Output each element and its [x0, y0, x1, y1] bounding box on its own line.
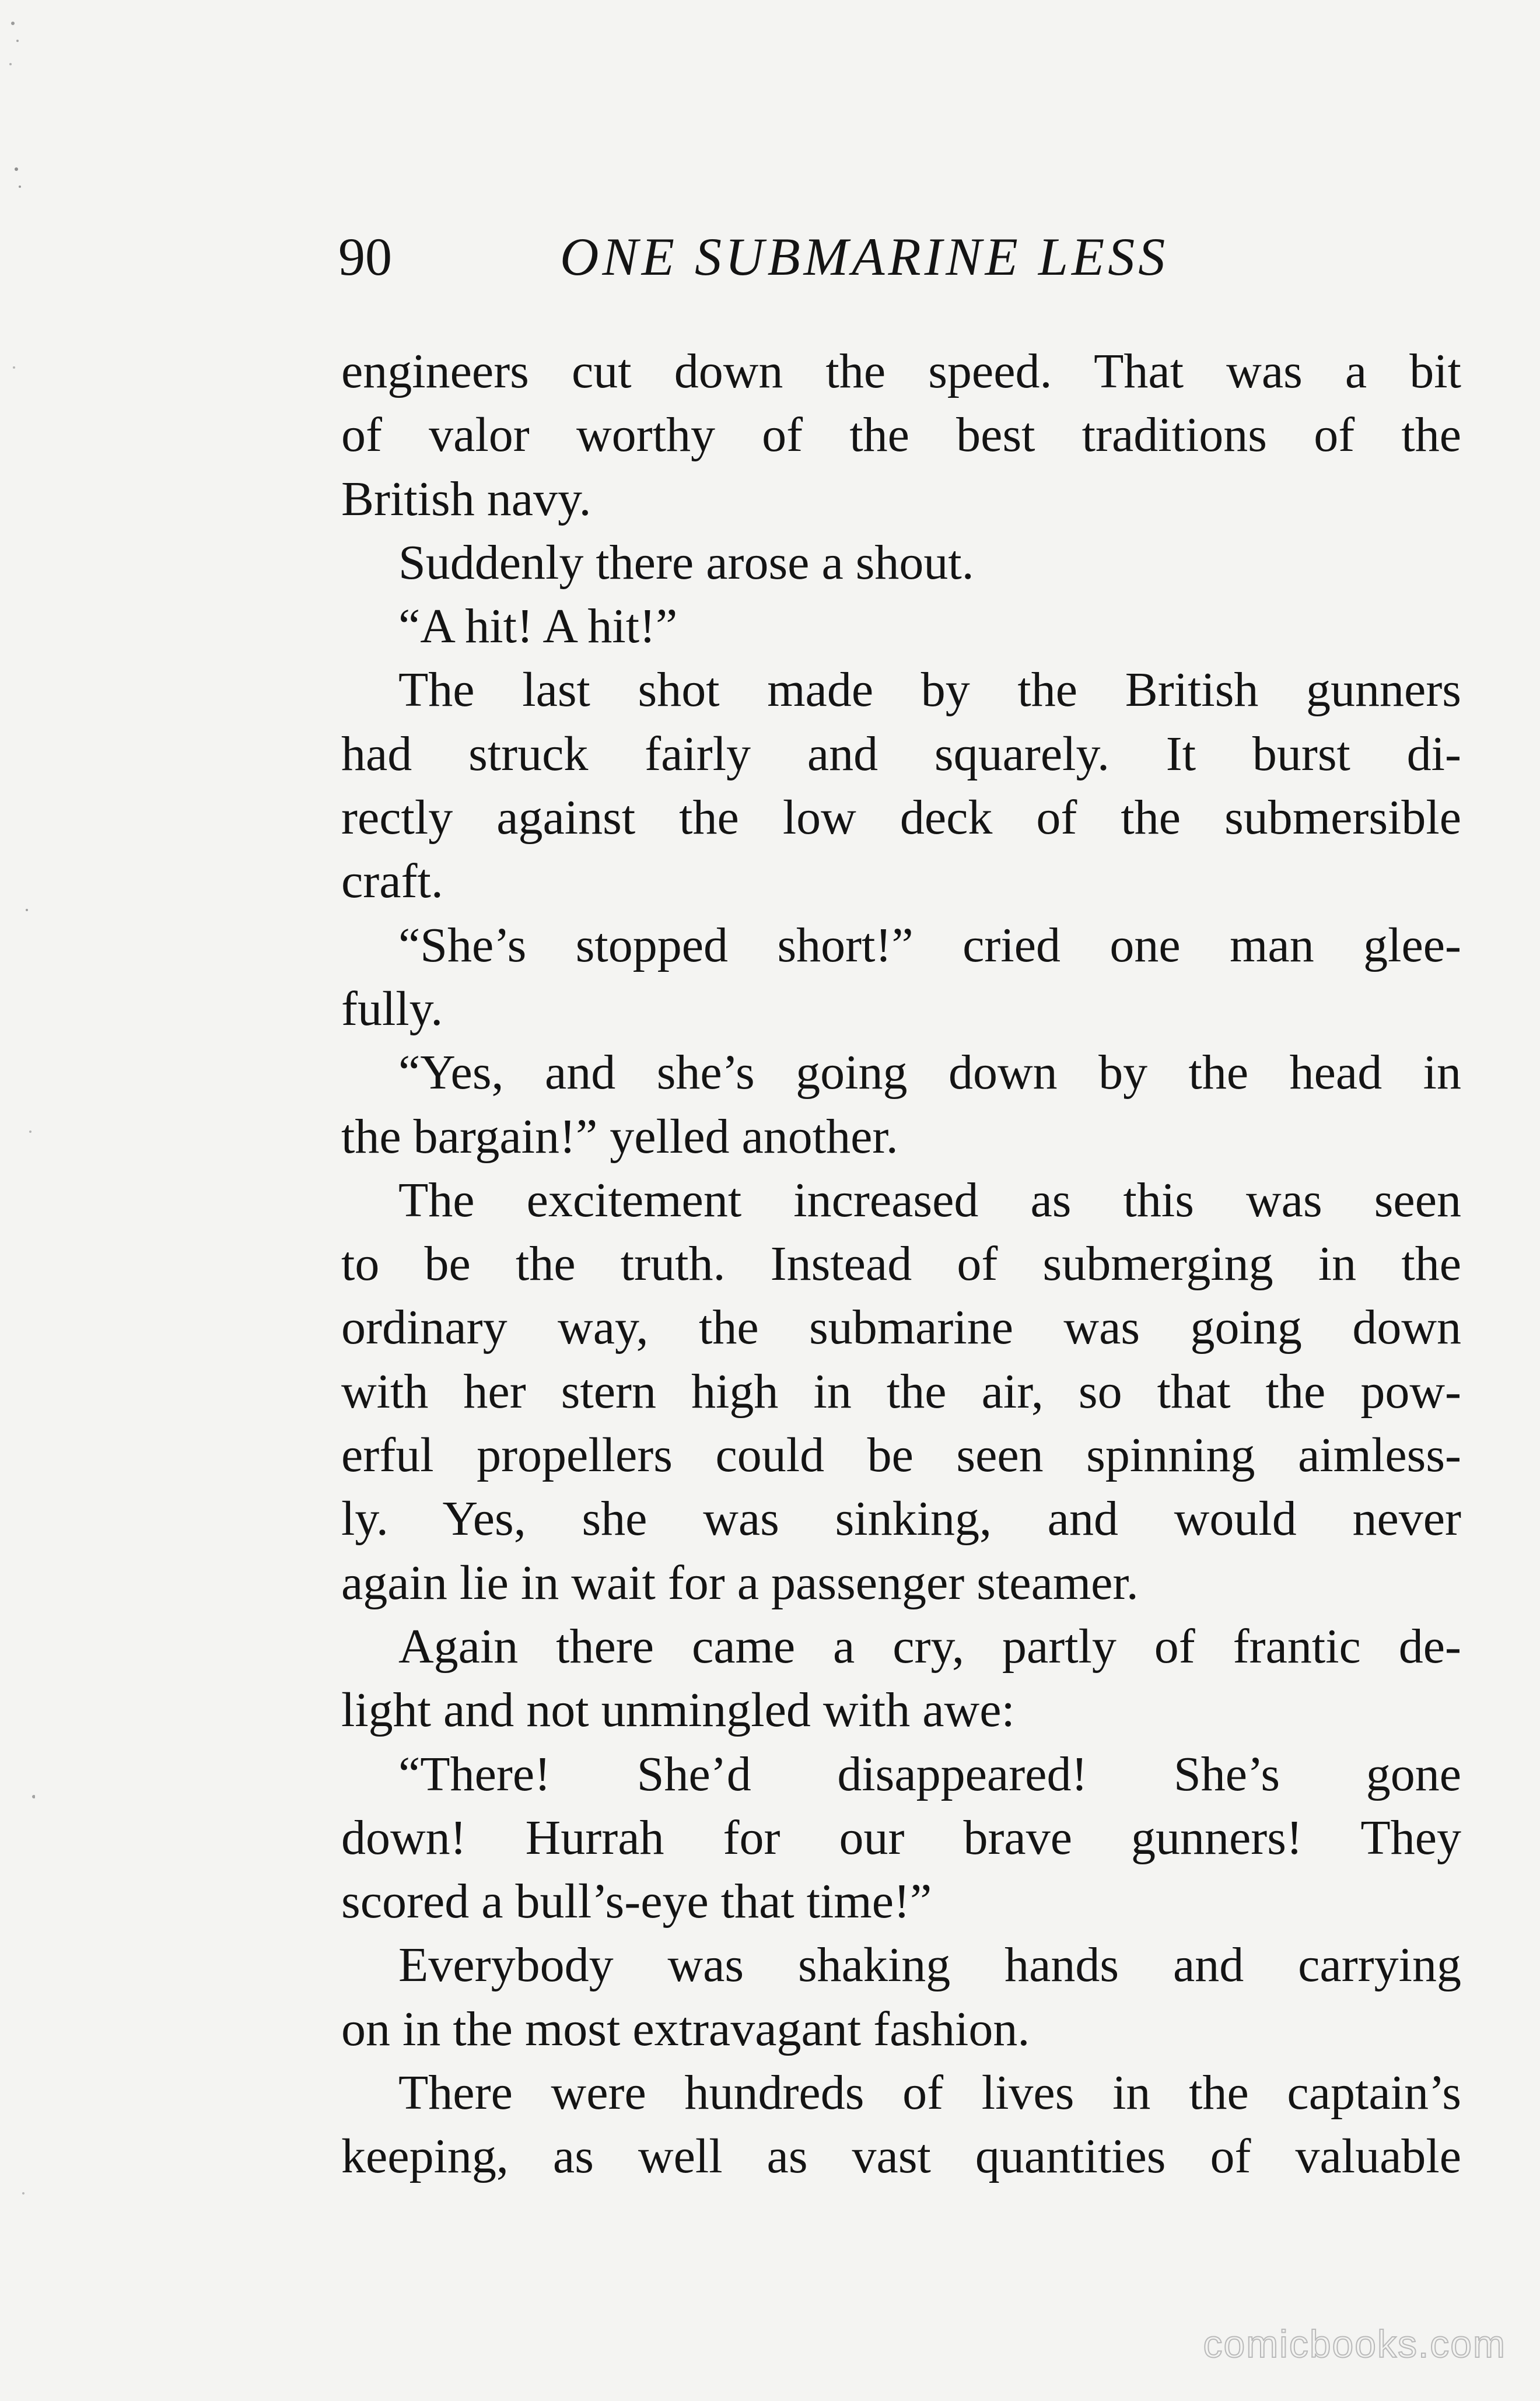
- page-edge-specks: [0, 0, 35, 2401]
- text-line: The excitement increased as this was seen: [398, 1172, 1461, 1227]
- text-line: craft.: [341, 854, 443, 909]
- watermark-logo: comicbooks.com: [1203, 2322, 1506, 2365]
- text-line: erful propellers could be seen spinning aimless-: [341, 1428, 1461, 1483]
- text-line: on in the most extravagant fashion.: [341, 2001, 1030, 2056]
- text-line: keeping, as well as vast quantities of valuable: [341, 2129, 1461, 2184]
- text-line: light and not unmingled with awe:: [341, 1683, 1015, 1738]
- text-line: rectly against the low deck of the submersible: [341, 790, 1461, 845]
- text-line: the bargain!” yelled another.: [341, 1109, 898, 1164]
- text-line: fully.: [341, 981, 443, 1036]
- body-text: [341, 340, 1461, 2189]
- text-line: Suddenly there arose a shout.: [398, 535, 974, 590]
- text-line: with her stern high in the air, so that the pow-: [341, 1364, 1461, 1419]
- text-line: “Yes, and she’s going down by the head in: [398, 1045, 1461, 1100]
- running-header: [338, 216, 1242, 298]
- text-line: engineers cut down the speed. That was a bit: [341, 344, 1461, 398]
- text-line: Again there came a cry, partly of frantic de-: [398, 1619, 1461, 1674]
- text-line: “There! She’d disappeared! She’s gone: [398, 1746, 1461, 1801]
- text-line: to be the truth. Instead of submerging in the: [341, 1237, 1461, 1292]
- text-line: ly. Yes, she was sinking, and would never: [341, 1492, 1461, 1546]
- text-line: of valor worthy of the best traditions of the: [341, 408, 1461, 463]
- text-line: again lie in wait for a passenger steamer.: [341, 1555, 1139, 1610]
- text-line: ordinary way, the submarine was going down: [341, 1300, 1461, 1355]
- text-line: The last shot made by the British gunners: [398, 663, 1461, 718]
- text-line: Everybody was shaking hands and carrying: [398, 1938, 1461, 1993]
- text-line: There were hundreds of lives in the captain’s: [398, 2066, 1461, 2120]
- text-line: scored a bull’s-eye that time!”: [341, 1874, 932, 1929]
- text-line: down! Hurrah for our brave gunners! They: [341, 1810, 1461, 1865]
- text-line: “A hit! A hit!”: [398, 599, 678, 654]
- page-number: 90: [338, 227, 392, 286]
- running-title: ONE SUBMARINE LESS: [560, 227, 1169, 286]
- text-line: British navy.: [341, 471, 592, 526]
- text-line: had struck fairly and squarely. It burst di-: [341, 726, 1461, 781]
- text-line: “She’s stopped short!” cried one man glee-: [398, 918, 1461, 972]
